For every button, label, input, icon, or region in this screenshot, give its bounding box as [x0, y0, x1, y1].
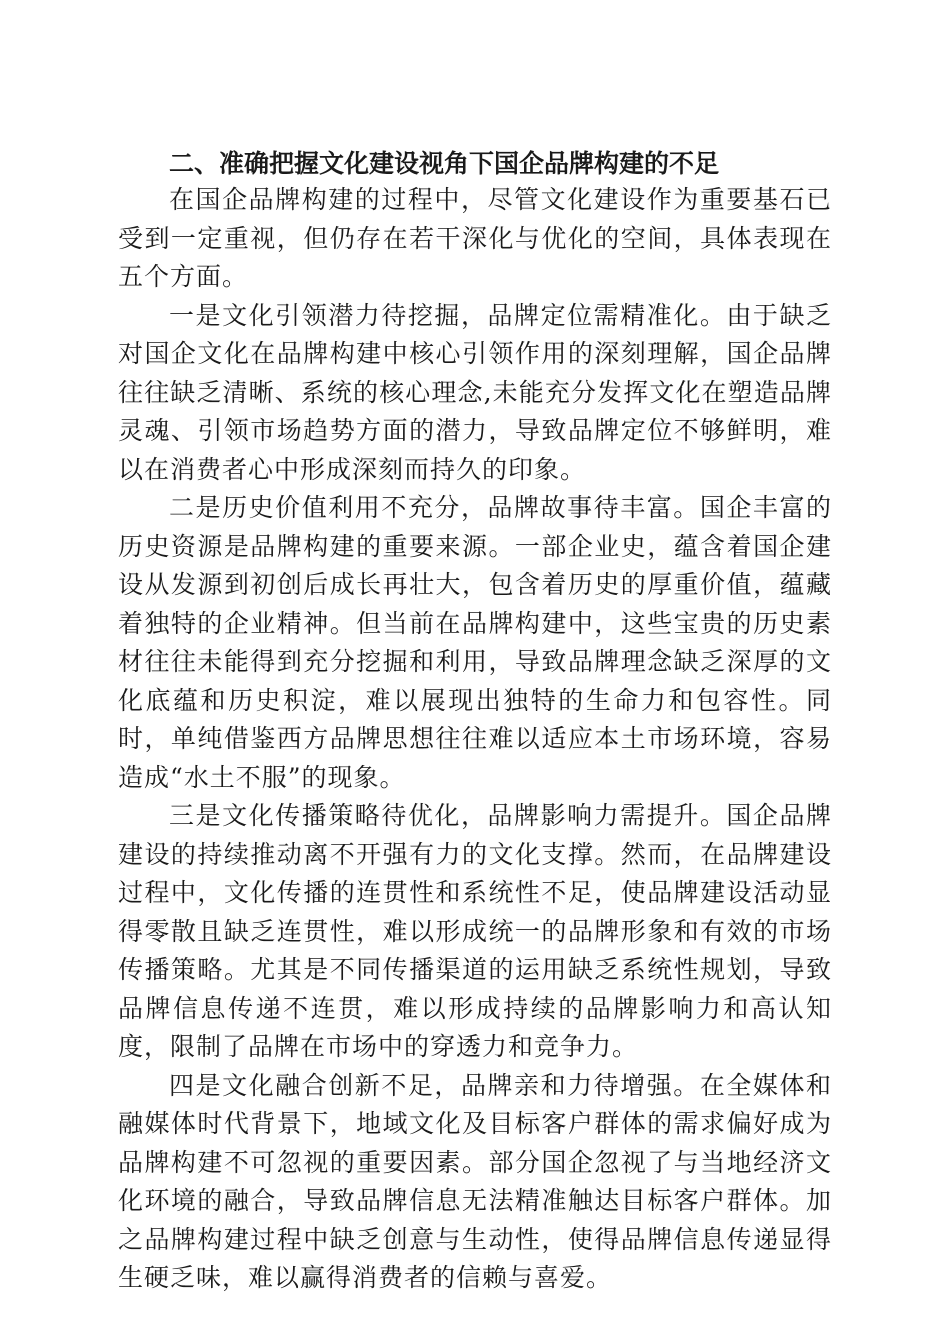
document-body — [118, 146, 832, 1298]
paragraph-point-4: 四是文化融合创新不足，品牌亲和力待增强。在全媒体和融媒体时代背景下，地域文化及目标客户群体的需求偏好成为品牌构建不可忽视的重要因素。部分国企忽视了与当地经济文化环境的融合，导致品牌信息无法精准触达目标客户群体。加之品牌构建过程中缺乏创意与生动性，使得品牌信息传递显得生硬乏味，难以赢得消费者的信赖与喜爱。 — [118, 1070, 832, 1292]
paragraph-intro: 在国企品牌构建的过程中，尽管文化建设作为重要基石已受到一定重视，但仍存在若干深化与优化的空间，具体表现在五个方面。 — [118, 185, 832, 291]
paragraph-point-2: 二是历史价值利用不充分，品牌故事待丰富。国企丰富的历史资源是品牌构建的重要来源。一部企业史，蕴含着国企建设从发源到初创后成长再壮大，包含着历史的厚重价值，蕴藏着独特的企业精神。但当前在品牌构建中，这些宝贵的历史素材往往未能得到充分挖掘和利用，导致品牌理念缺乏深厚的文化底蕴和历史积淀，难以展现出独特的生命力和包容性。同时，单纯借鉴西方品牌思想往往难以适应本土市场环境，容易造成“水土不服”的现象。 — [118, 493, 832, 792]
section-heading: 二、准确把握文化建设视角下国企品牌构建的不足 — [169, 149, 720, 178]
paragraph-point-3: 三是文化传播策略待优化，品牌影响力需提升。国企品牌建设的持续推动离不开强有力的文化支撑。然而，在品牌建设过程中，文化传播的连贯性和系统性不足，使品牌建设活动显得零散且缺乏连贯性，难以形成统一的品牌形象和有效的市场传播策略。尤其是不同传播渠道的运用缺乏系统性规划，导致品牌信息传递不连贯，难以形成持续的品牌影响力和高认知度，限制了品牌在市场中的穿透力和竞争力。 — [118, 801, 832, 1061]
paragraph-point-1: 一是文化引领潜力待挖掘，品牌定位需精准化。由于缺乏对国企文化在品牌构建中核心引领作用的深刻理解，国企品牌往往缺乏清晰、系统的核心理念,未能充分发挥文化在塑造品牌灵魂、引领市场趋势方面的潜力，导致品牌定位不够鲜明，难以在消费者心中形成深刻而持久的印象。 — [118, 300, 832, 484]
